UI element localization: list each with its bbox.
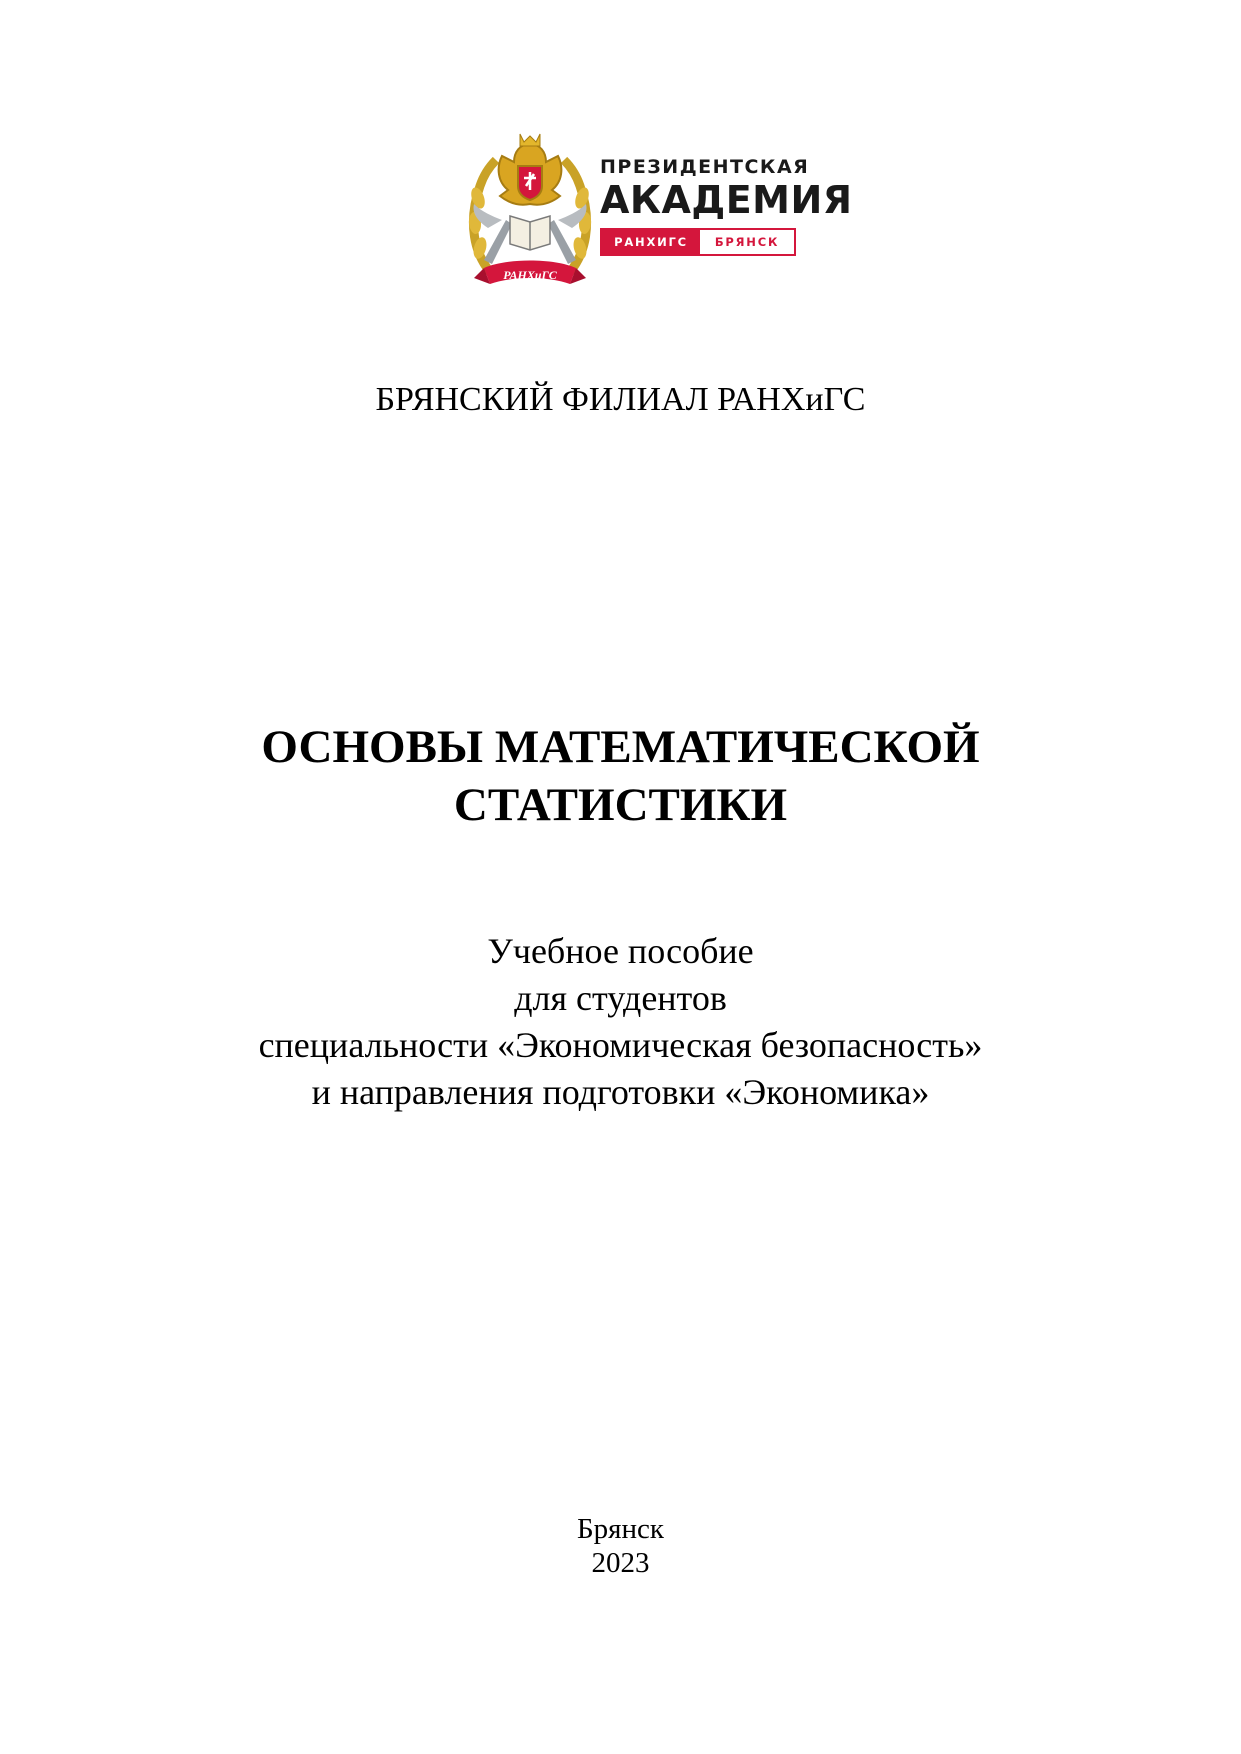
branch-name: БРЯНСКИЙ ФИЛИАЛ РАНХиГС: [375, 381, 866, 418]
wordmark-line2: АКАДЕМИЯ: [600, 178, 853, 222]
city: Брянск: [577, 1513, 664, 1545]
svg-text:РАНХиГС: РАНХиГС: [503, 268, 557, 282]
title-line-2: СТАТИСТИКИ: [453, 779, 788, 831]
academy-emblem-icon: [466, 128, 594, 298]
wordmark-tag-ranepa: РАНХИГС: [602, 230, 700, 254]
subtitle-line-4: и направления подготовки «Экономика»: [311, 1072, 930, 1112]
wordmark-tags: [600, 228, 796, 256]
academy-logo: [466, 128, 853, 298]
title-line-1: ОСНОВЫ МАТЕМАТИЧЕСКОЙ: [261, 721, 980, 773]
subtitle-line-1: Учебное пособие: [487, 931, 754, 971]
academy-wordmark: [600, 156, 853, 256]
wordmark-tag-city: БРЯНСК: [700, 230, 794, 254]
year: 2023: [591, 1547, 650, 1579]
subtitle-line-3: специальности «Экономическая безопасность»: [258, 1025, 983, 1065]
subtitle-line-2: для студентов: [514, 978, 727, 1018]
wordmark-line1: ПРЕЗИДЕНТСКАЯ: [600, 156, 810, 178]
